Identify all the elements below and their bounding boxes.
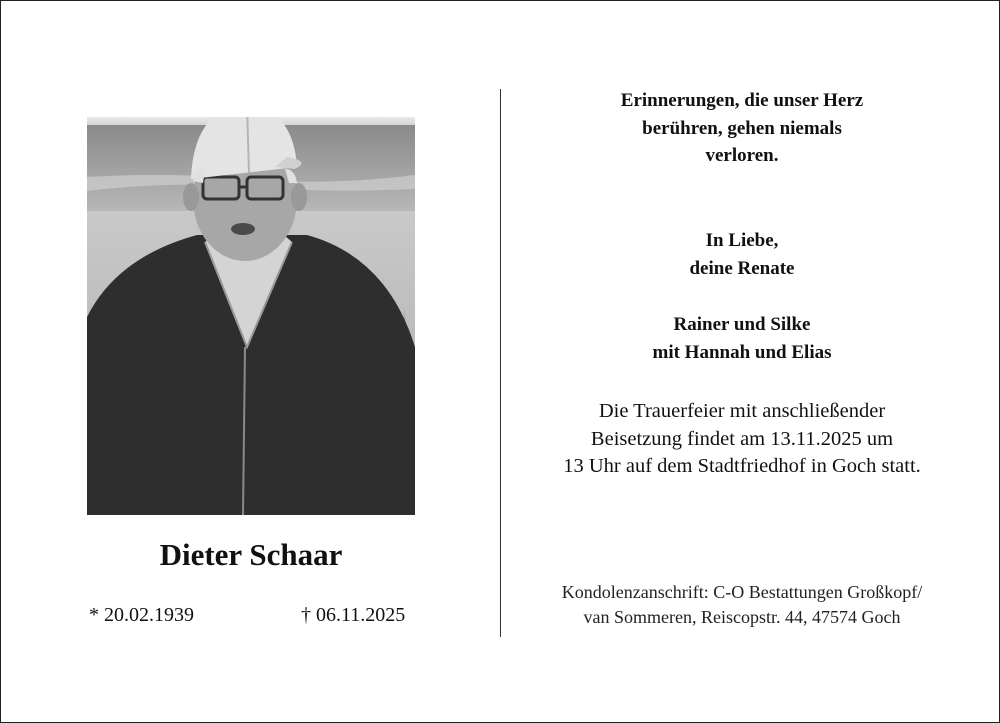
funeral-line: Die Trauerfeier mit anschließender	[598, 400, 886, 422]
family-signature	[501, 311, 983, 366]
condolence-address	[501, 580, 983, 630]
birth-date: * 20.02.1939	[89, 604, 194, 626]
deceased-name: Dieter Schaar	[159, 537, 343, 572]
quote-line: verloren.	[705, 145, 779, 166]
love-line: deine Renate	[689, 257, 795, 279]
funeral-line: 13 Uhr auf dem Stadtfriedhof in Goch statt.	[563, 455, 921, 477]
address-line: Kondolenzanschrift: C-O Bestattungen Großkopf/	[561, 582, 923, 602]
family-line: Rainer und Silke	[673, 314, 811, 335]
memorial-quote	[501, 87, 983, 170]
funeral-notice	[501, 398, 983, 481]
portrait-photo	[87, 117, 415, 515]
death-date: † 06.11.2025	[301, 604, 406, 626]
address-line: van Sommeren, Reiscopstr. 44, 47574 Goch	[583, 607, 901, 627]
quote-line: berühren, gehen niemals	[642, 117, 842, 139]
quote-line: Erinnerungen, die unser Herz	[620, 90, 864, 111]
spouse-signature	[501, 227, 983, 282]
funeral-line: Beisetzung findet am 13.11.2025 um	[590, 427, 894, 450]
family-line: mit Hannah und Elias	[652, 341, 832, 363]
love-line: In Liebe,	[705, 230, 779, 251]
